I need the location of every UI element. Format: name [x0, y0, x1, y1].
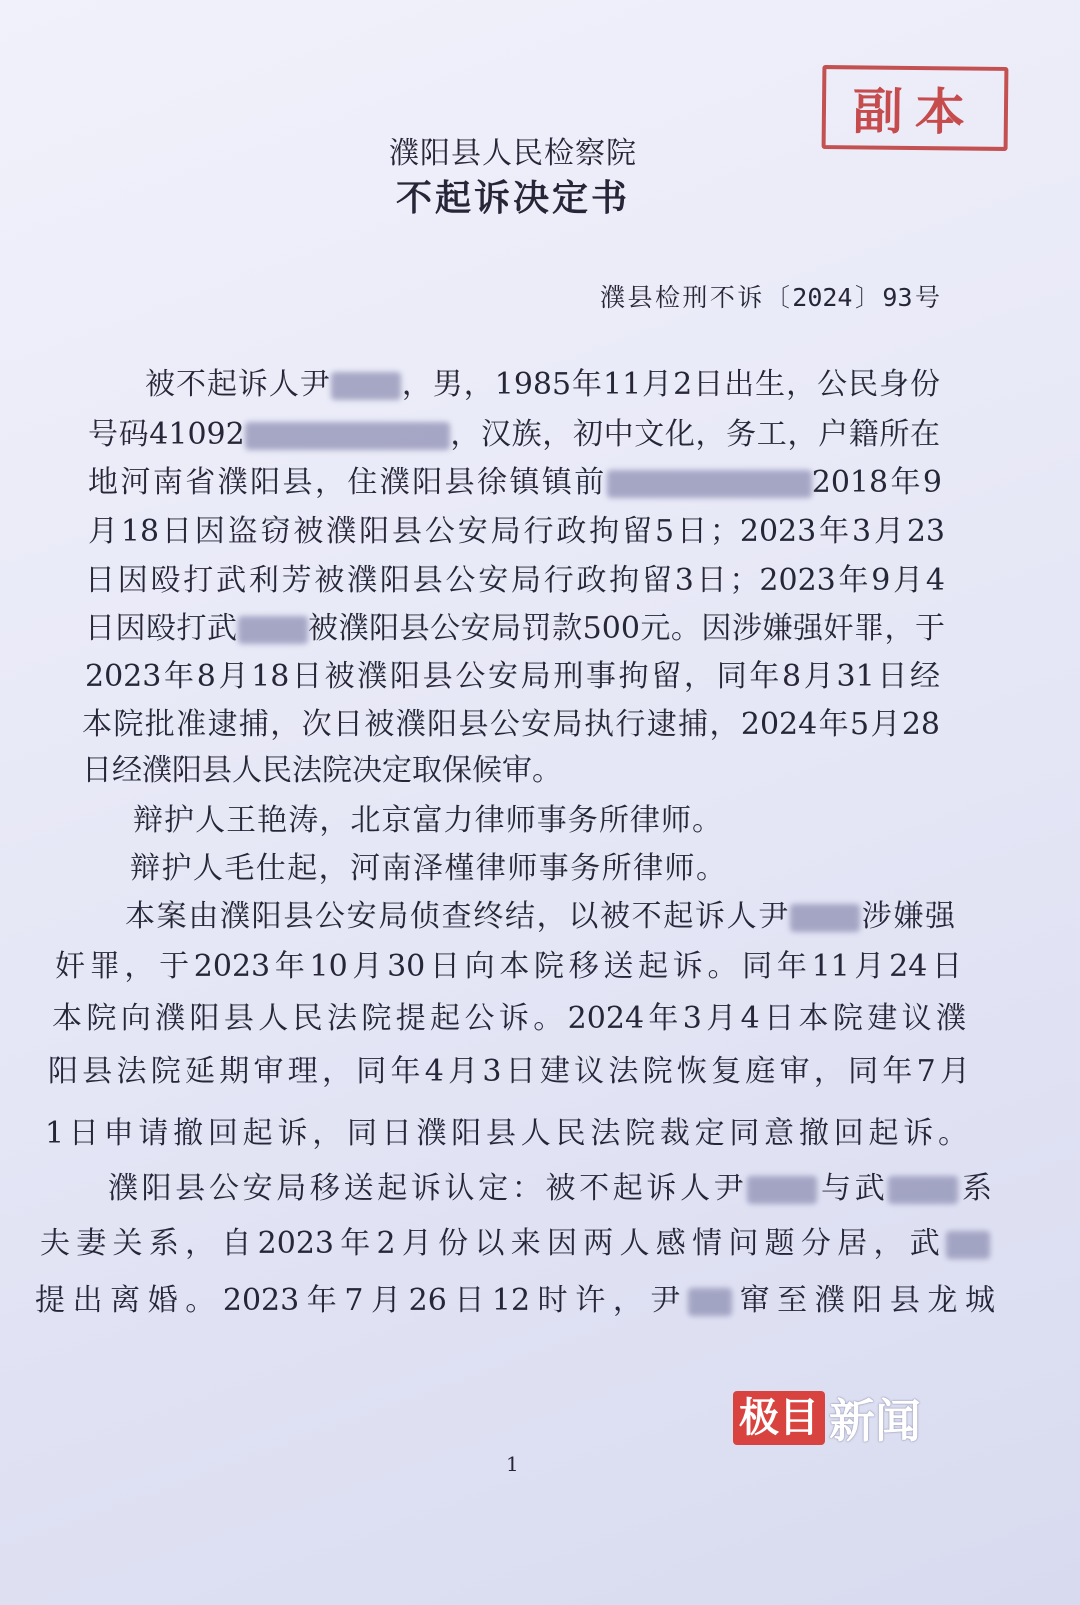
- redaction-blur: [747, 1176, 817, 1204]
- line-text: 月18日因盗窃被濮阳县公安局行政拘留5日；2023年3月23: [88, 514, 945, 549]
- body-line: [85, 656, 940, 698]
- line-text: 阳县法院延期审理，同年4月3日建议法院恢复庭审，同年7月: [48, 1054, 970, 1089]
- line-text: 辩护人毛仕起，河南泽槿律师事务所律师。: [130, 851, 726, 886]
- line-text: 本案由濮阳县公安局侦查终结，以被不起诉人尹: [125, 899, 790, 934]
- line-text: 号码41092: [88, 417, 245, 452]
- body-line: [55, 946, 962, 988]
- line-text: 系: [958, 1171, 993, 1206]
- body-line: [130, 848, 726, 890]
- line-text: 地河南省濮阳县，住濮阳县徐镇镇前: [88, 465, 607, 500]
- redaction-blur: [888, 1176, 958, 1204]
- line-text: 窜至濮阳县龙城: [731, 1283, 995, 1318]
- copy-stamp: 副本: [822, 65, 1009, 151]
- body-line: [145, 364, 940, 406]
- redaction-blur: [946, 1231, 990, 1259]
- document-title: 不起诉决定书: [395, 177, 630, 219]
- line-text: 本院批准逮捕，次日被濮阳县公安局执行逮捕，2024年5月28: [82, 707, 940, 742]
- watermark-text: 新闻: [829, 1394, 921, 1448]
- redaction-blur: [607, 470, 812, 498]
- line-text: 与武: [817, 1171, 889, 1206]
- line-text: 日经濮阳县人民法院决定取保候审。: [82, 753, 562, 788]
- line-text: 被不起诉人尹: [145, 367, 331, 402]
- body-line: [85, 560, 945, 602]
- line-text: 涉嫌强: [860, 899, 956, 934]
- line-text: 辩护人王艳涛，北京富力律师事务所律师。: [133, 803, 722, 838]
- line-text: 濮阳县公安局移送起诉认定：被不起诉人尹: [108, 1171, 748, 1206]
- line-text: 奸罪，于2023年10月30日向本院移送起诉。同年11月24日: [55, 949, 962, 984]
- body-line: [108, 1168, 992, 1210]
- line-text: 2018年9: [811, 465, 943, 500]
- page-number: 1: [506, 1452, 519, 1476]
- watermark-box: 极目: [733, 1391, 825, 1445]
- body-line: [45, 1113, 968, 1155]
- issuing-organization: 濮阳县人民检察院: [389, 136, 637, 171]
- body-line: [82, 750, 560, 792]
- body-line: [48, 1051, 970, 1093]
- line-text: 本院向濮阳县人民法院提起公诉。2024年3月4日本院建议濮: [52, 1001, 966, 1036]
- body-line: [88, 414, 940, 456]
- watermark-logo: [733, 1390, 921, 1446]
- line-text: 被濮阳县公安局罚款500元。因涉嫌强奸罪，于: [307, 611, 945, 646]
- redaction-blur: [245, 422, 450, 450]
- line-text: ，男，1985年11月2日出生，公民身份: [400, 367, 941, 402]
- body-line: [88, 462, 942, 504]
- line-text: 日因殴打武利芳被濮阳县公安局行政拘留3日；2023年9月4: [85, 563, 945, 598]
- line-text: 2023年8月18日被濮阳县公安局刑事拘留，同年8月31日经: [85, 659, 940, 694]
- body-line: [125, 896, 955, 938]
- line-text: 1日申请撤回起诉，同日濮阳县人民法院裁定同意撤回起诉。: [45, 1116, 968, 1151]
- line-text: 提出离婚。2023年7月26日12时许，尹: [35, 1283, 688, 1318]
- line-text: 日因殴打武: [85, 611, 238, 646]
- body-line: [88, 511, 945, 553]
- redaction-blur: [331, 372, 401, 400]
- redaction-blur: [790, 904, 860, 932]
- line-text: ，汉族，初中文化，务工，户籍所在: [449, 417, 941, 452]
- body-line: [40, 1223, 990, 1265]
- document-number: 濮县检刑不诉〔2024〕93号: [600, 283, 940, 312]
- body-line: [52, 998, 966, 1040]
- line-text: 夫妻关系，自2023年2月份以来因两人感情问题分居，武: [40, 1226, 946, 1261]
- redaction-blur: [688, 1288, 732, 1316]
- body-line: [82, 704, 940, 746]
- body-line: [133, 800, 722, 842]
- body-line: [85, 608, 945, 650]
- redaction-blur: [238, 616, 308, 644]
- body-line: [35, 1280, 995, 1322]
